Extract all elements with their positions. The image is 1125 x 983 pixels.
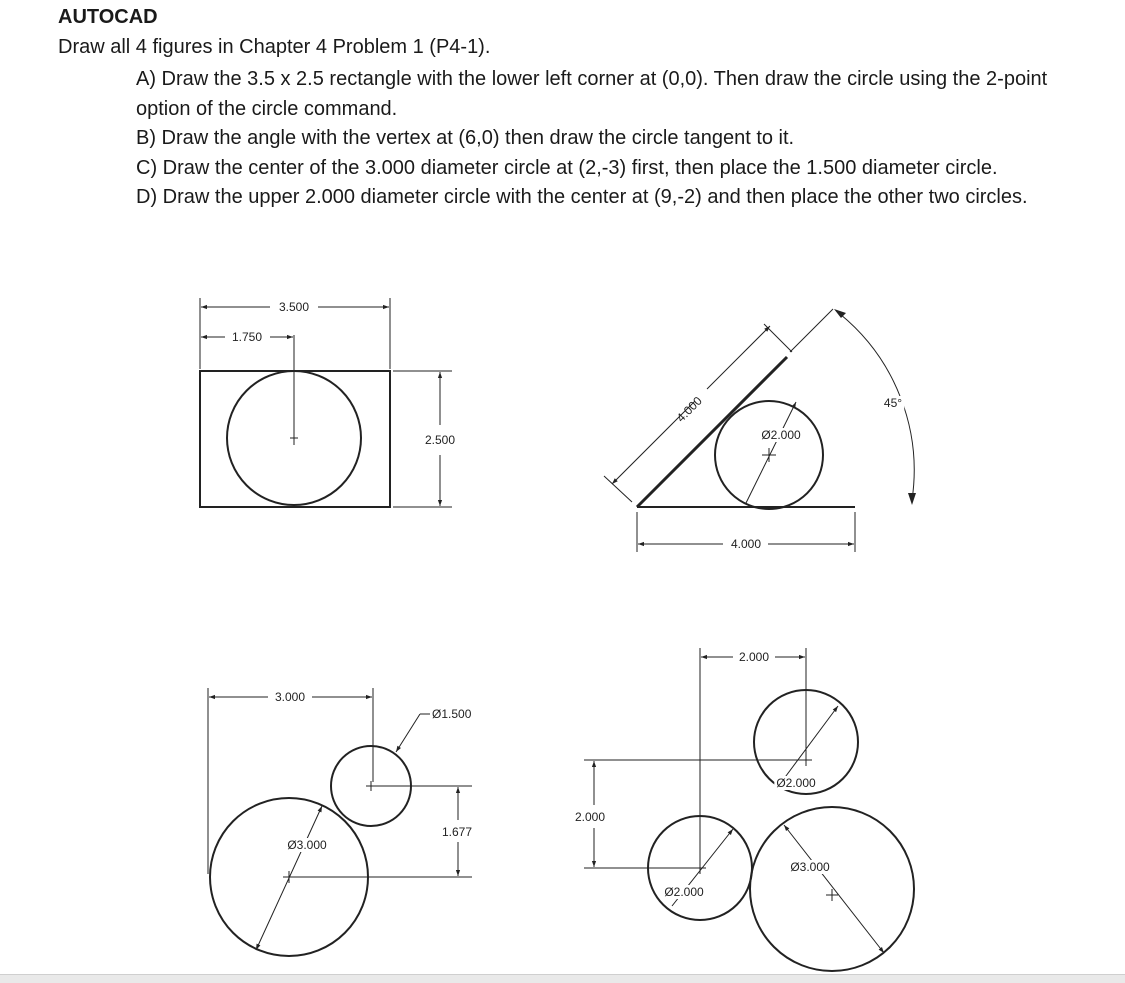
dim-base: 4.000 — [730, 537, 762, 551]
extension-line — [790, 309, 833, 352]
dim-horizontal: 2.000 — [738, 650, 770, 664]
dim-top-circle: Ø2.000 — [776, 776, 816, 790]
dim-large-circle: Ø3.000 — [287, 838, 327, 852]
side-dim-line — [707, 326, 770, 389]
dim-small-circle: Ø1.500 — [432, 707, 472, 721]
figure-c — [208, 688, 472, 956]
document-intro: Draw all 4 figures in Chapter 4 Problem 1 (P4-1). — [58, 36, 491, 58]
dim-center: 1.750 — [231, 330, 263, 344]
dim-circle: Ø2.000 — [761, 428, 801, 442]
instruction-d: D) Draw the upper 2.000 diameter circle with the center at (9,-2) and then place the other two circles. — [136, 186, 1028, 208]
instruction-a: A) Draw the 3.5 x 2.5 rectangle with the lower left corner at (0,0). Then draw the circle using the 2-point option of the circle command. — [136, 68, 1048, 120]
leader — [746, 402, 796, 503]
document-title: AUTOCAD — [58, 6, 158, 28]
instruction-b: B) Draw the angle with the vertex at (6,0) then draw the circle tangent to it. — [136, 127, 795, 149]
dim-height: 2.500 — [424, 433, 456, 447]
extension-line — [604, 476, 632, 502]
dim-left-circle: Ø2.000 — [664, 885, 704, 899]
dim-side: 4.000 — [673, 393, 705, 425]
dim-angle: 45° — [883, 396, 903, 410]
dim-width: 3.500 — [278, 300, 310, 314]
dim-vertical: 1.677 — [441, 825, 473, 839]
leader — [784, 825, 884, 953]
dim-right-circle: Ø3.000 — [790, 860, 830, 874]
leader — [780, 706, 838, 784]
figure-d — [584, 648, 914, 971]
dim-vertical: 2.000 — [574, 810, 606, 824]
leader — [396, 714, 420, 752]
dim-horizontal: 3.000 — [274, 690, 306, 704]
instruction-c: C) Draw the center of the 3.000 diameter circle at (2,-3) first, then place the 1.500 diameter circle. — [136, 156, 998, 179]
